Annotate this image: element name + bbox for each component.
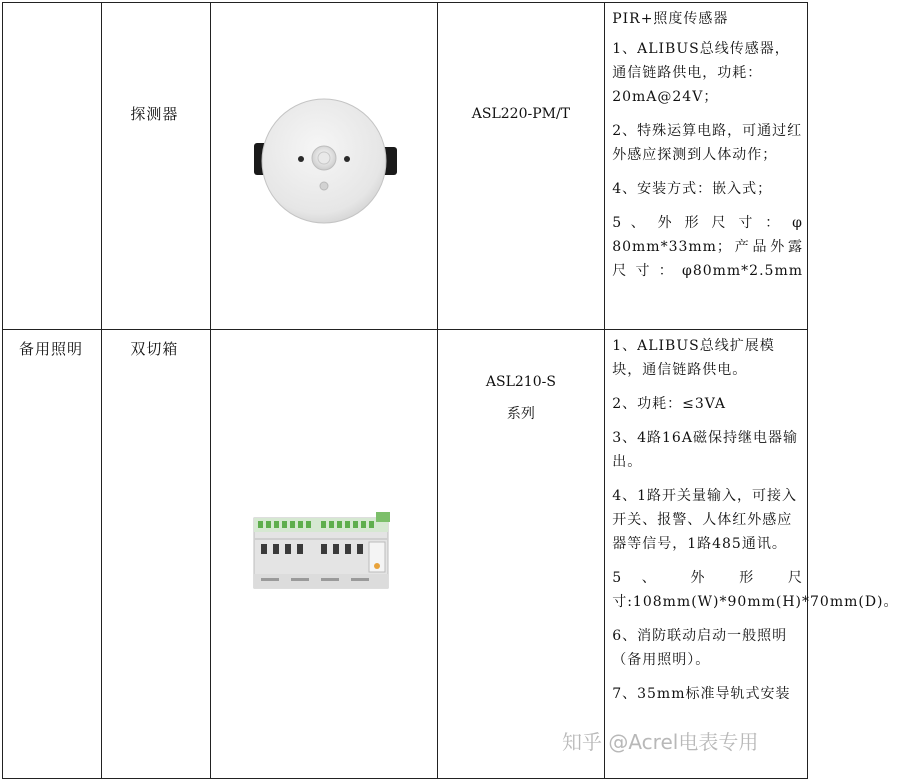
description-line: 3、4路16A磁保持继电器输出。 (612, 430, 798, 470)
name-cell (102, 330, 210, 779)
category-text: 备用照明 (19, 340, 84, 358)
table-row (3, 3, 808, 330)
description-cell (605, 3, 808, 330)
image-cell (210, 330, 437, 779)
watermark: 知乎 @Acrel电表专用 (562, 730, 759, 754)
name-cell (102, 3, 210, 330)
description (605, 3, 807, 285)
description-line: 7、35mm标准导轨式安装 (612, 686, 791, 702)
model-text: ASL220-PM/T (471, 106, 571, 122)
table-row (3, 330, 808, 779)
category-cell (3, 330, 102, 779)
model-text (438, 330, 605, 430)
description-line: 4、安装方式：嵌入式； (612, 181, 773, 197)
description (605, 330, 899, 708)
model-cell (437, 330, 605, 779)
device-name: 探测器 (130, 105, 179, 123)
device-name: 双切箱 (130, 340, 179, 358)
description-line: 1、ALIBUS总线扩展模块，通信链路供电。 (612, 338, 775, 378)
description-line: 2、特殊运算电路，可通过红外感应探测到人体动作； (612, 123, 803, 163)
description-line: 5 、 外 形 尺 寸 ： φ 80mm*33mm；产品外露尺寸：φ80mm*2.5mm (612, 215, 803, 279)
description-line: 2、功耗：≤3VA (612, 396, 727, 412)
image-cell (210, 3, 437, 330)
description-line: 5 、 外 形 尺 寸:108mm(W)*90mm(H)*70mm(D)。 (612, 570, 899, 610)
category-cell (3, 3, 102, 330)
spec-table (2, 2, 899, 779)
model-line: ASL210-S (485, 374, 556, 390)
description-line: 6、消防联动启动一般照明（备用照明）。 (612, 628, 788, 668)
description-line: 1、ALIBUS总线传感器，通信链路供电，功耗：20mA@24V； (612, 41, 790, 105)
description-line: PIR+照度传感器 (612, 11, 729, 27)
ceiling-pir-sensor-photo (211, 3, 437, 325)
model-cell (437, 3, 605, 330)
description-cell (605, 330, 899, 779)
din-rail-module-photo (211, 330, 437, 774)
model-line: 系列 (506, 406, 535, 422)
category-text (3, 3, 101, 11)
description-line: 4、1路开关量输入，可接入开关、报警、人体红外感应器等信号，1路485通讯。 (612, 488, 798, 552)
